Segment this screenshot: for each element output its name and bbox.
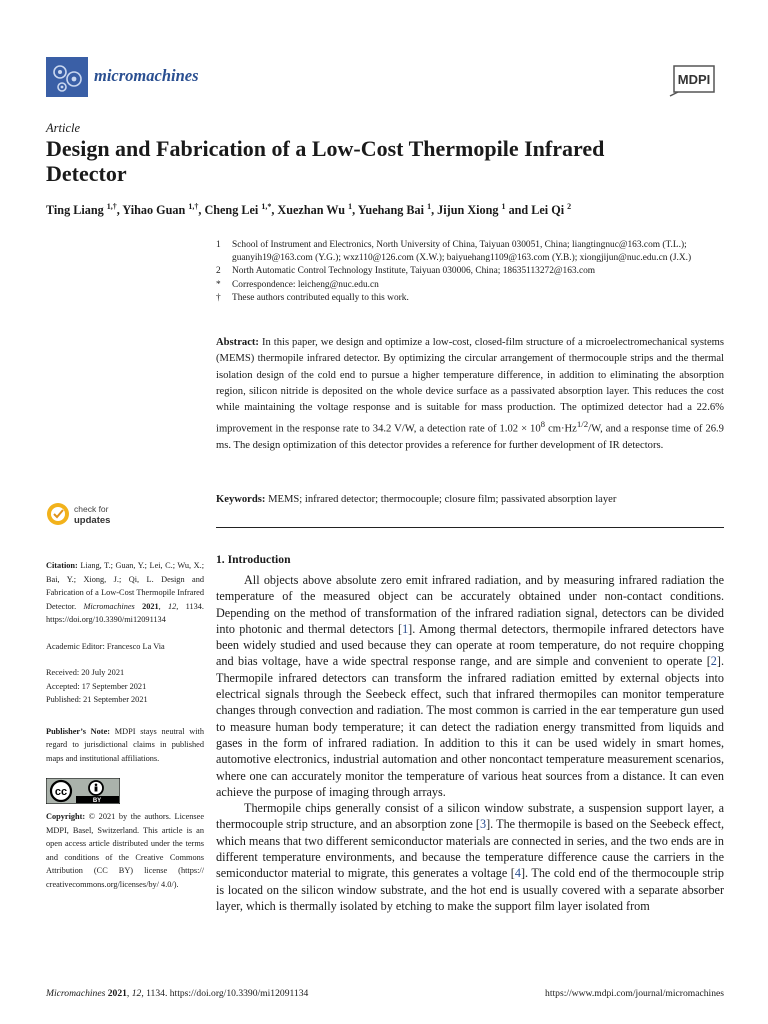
paragraph-text: ]. Thermopile infrared detectors can transform the infrared radiation emitted by external objects into electrical signals through the Seebeck effect, such that infrared thermopiles can monitor temperature changes through convection and radiation. The most common is carried in the ear temperature gun used to measure human body temperature; it can detect the radiation energy transmitted from liquids and gases in the form of infrared radiation. In addition to this it can be used widely in smart homes, automotive electronics, industrial automation and other noncontact temperature measurement scenarios, where one can accurately monitor the temperature of various heat sources from a distance. It can even achieve the purpose of imaging through arrays.: [216, 654, 724, 799]
author-affiliation-mark: 1: [348, 202, 353, 211]
author-name: Cheng Lei: [204, 203, 259, 218]
author-name: Yihao Guan: [122, 203, 186, 218]
academic-editor: Academic Editor: Francesco La Via: [46, 641, 165, 651]
footer-volume: 12: [131, 988, 142, 999]
publisher-note-label: Publisher’s Note:: [46, 726, 111, 736]
paragraph-text: ]. The cold end of the thermocouple strip is located on the silicon window substrate, and the hot end is usually covered with a separate absorber layer, which is thermally isolated by etching to make the support film layer isolated from: [216, 866, 724, 913]
affiliation-item: [216, 292, 716, 305]
affiliation-item: [216, 265, 716, 278]
abstract-text: In this paper, we design and optimize a low-cost, closed-film structure of a microelectromechanical systems (MEMS) thermopile infrared detector. By optimizing the circular arrangement of thermocouple strips and the thermal isolation design of the cold end to pursue a higher temperature difference, in addition to eliminating the absorption region, silicon nitride is deposited on the whole device surface as a passivated absorption layer. This reduces the cost while maintaining the voltage response and is suitable for mass production. The optimized detector had a 22.6% improvement in the response rate to 34.2 V/W, a detection rate of 1.02 × 10: [216, 337, 725, 436]
received-date: Received: 20 July 2021: [46, 668, 125, 677]
body-text: [216, 572, 724, 914]
publication-dates: [46, 666, 204, 707]
abstract-text: cm·Hz: [545, 424, 577, 436]
journal-name: micromachines: [94, 66, 199, 85]
authors-conjunction: and: [508, 203, 529, 218]
cc-by-license-icon[interactable]: [46, 778, 120, 804]
affiliation-mark: *: [216, 279, 221, 290]
article-title: Design and Fabrication of a Low-Cost Thermopile Infrared Detector: [46, 136, 605, 186]
check-for-updates-icon: [47, 503, 69, 525]
footer-journal: Micromachines: [46, 988, 106, 999]
affiliation-text: Correspondence: leicheng@nuc.edu.cn: [232, 279, 379, 290]
publisher-note-text: MDPI stays neutral with regard to jurisdictional claims in published maps and institutional affiliations.: [46, 726, 204, 763]
paragraph-text: ]. Among thermal detectors, thermopile infrared detectors have been widely studied and used because they can operate at room temperature, do not require chopping and bias voltage, have a wide spectral response range, and are simple and convenient to operate [: [216, 621, 724, 669]
citation-link[interactable]: 3: [480, 817, 487, 832]
abstract: [216, 335, 724, 455]
abstract-label: Abstract:: [216, 337, 259, 348]
author-name: Lei Qi: [531, 203, 565, 218]
check-for-updates-line1: check for: [74, 504, 109, 514]
section-divider: [216, 527, 724, 528]
author-affiliation-mark: 1: [427, 202, 432, 211]
paragraph: [216, 800, 724, 914]
affiliation-mark: 2: [216, 266, 221, 277]
citation: Citation: Liang, T.; Guan, Y.; Lei, C.; Wu, X.; Bai, Y.; Xiong, J.; Qi, L. Design and Fabrication of a Low-Cost Thermopile Infrared Detector. Micromachines 2021, 12, 1134. https://doi.org/10.3390/mi12091134: [46, 561, 205, 624]
author-name: Ting Liang: [46, 203, 104, 218]
citation-link[interactable]: 1: [402, 621, 409, 636]
author-list: Ting Liang $^{1,\dagger}$, Yihao Guan $^{1,\dagger}$, Cheng Lei $^{1,*}$, Xuezhan Wu $^1$, Yuehang Bai $^1$, Jijun Xiong $^1$ and Lei Qi $^2$: [46, 202, 572, 218]
published-date: Published: 21 September 2021: [46, 695, 148, 704]
paragraph-text: Thermopile chips generally consist of a silicon window substrate, a suspension support layer, a thermocouple strip structure, and an absorption zone [: [216, 801, 724, 832]
footer-citation: Micromachines 2021, 12, 1134. https://doi.org/10.3390/mi12091134: [46, 988, 309, 999]
author-affiliation-mark: 1,†: [106, 202, 117, 211]
citation-text: Liang, T.; Guan, Y.; Lei, C.; Wu, X.; Bai, Y.; Xiong, J.; Qi, L. Design and Fabrication of a Low-Cost Thermopile Infrared Detector.: [46, 561, 205, 611]
citation-journal: Micromachines: [83, 601, 135, 611]
author-affiliation-mark: 2: [567, 202, 572, 211]
affiliations: [216, 239, 716, 305]
affiliation-mark: 1: [216, 240, 221, 250]
journal-logo-icon: [46, 57, 88, 97]
citation-label: Citation:: [46, 561, 78, 570]
affiliation-text: These authors contributed equally to this work.: [232, 292, 409, 303]
affiliation-text: North Automatic Control Technology Institute, Taiyuan 030006, China; 18635113272@163.com: [232, 266, 596, 277]
publisher-note: [46, 725, 204, 766]
keywords-label: Keywords:: [216, 494, 266, 505]
footer-journal-url[interactable]: https://www.mdpi.com/journal/micromachines: [545, 988, 724, 999]
cc-label: cc: [54, 786, 68, 798]
author-name: Xuezhan Wu: [277, 203, 346, 218]
check-for-updates-line2: updates: [74, 515, 111, 526]
abstract-text: /W, and a response time of 26.9 ms. The design optimization of this detector provides a reference for further development of IR detectors.: [216, 424, 724, 452]
paragraph: [216, 572, 724, 800]
section-heading: 1. Introduction: [216, 553, 291, 566]
footer-year: 2021: [107, 988, 127, 999]
affiliation-item: [216, 279, 716, 292]
abstract-exponent: 8: [540, 419, 546, 430]
mdpi-logo-icon: [664, 62, 724, 100]
cc-by-label: BY: [92, 798, 102, 804]
affiliation-item: [216, 239, 716, 265]
footer-doi[interactable]: , 1134. https://doi.org/10.3390/mi12091134: [141, 988, 309, 999]
abstract-exponent: 1/2: [576, 419, 589, 430]
citation-link[interactable]: 2: [710, 654, 717, 669]
article-type: Article: [46, 121, 81, 135]
author-name: Yuehang Bai: [357, 203, 425, 218]
citation-link[interactable]: 4: [514, 866, 521, 881]
citation-year: 2021: [142, 601, 159, 611]
article-sidebar: [46, 559, 204, 904]
keywords-text: MEMS; infrared detector; thermocouple; closure film; passivated absorption layer: [268, 494, 617, 505]
check-for-updates-button[interactable]: [46, 501, 176, 527]
keywords: [216, 492, 724, 508]
author-name: Jijun Xiong: [437, 203, 499, 218]
copyright: [46, 810, 204, 891]
citation-doi[interactable]: , 1134. https://doi.org/10.3390/mi12091134: [46, 601, 205, 624]
copyright-label: Copyright:: [46, 812, 86, 821]
copyright-text: © 2021 by the authors. Licensee MDPI, Basel, Switzerland. This article is an open access article distributed under the terms and conditions of the Creative Commons Attribution (CC BY) license (https:// creativecommons.org/licenses/by/ 4.0/).: [46, 812, 205, 889]
affiliation-text: School of Instrument and Electronics, North University of China, Taiyuan 030051, China; liangtingnuc@163.com (T.L.); guanyih19@163.com (Y.G.); wxz110@126.com (X.W.); baiyuehang1109@163.com (Y.B.); xiongjijun@nuc.edu.cn (J.X.): [232, 240, 692, 264]
paragraph-text: All objects above absolute zero emit infrared radiation, and by measuring infrared radiation the temperature of the measured object can be accurately obtained under non-contact conditions. Depending on the method of transformation of the infrared radiation signal, detectors can be divided into photonic and thermal detectors [: [216, 573, 724, 636]
accepted-date: Accepted: 17 September 2021: [46, 681, 147, 691]
citation-volume: 12: [168, 601, 177, 611]
author-affiliation-mark: 1,*: [261, 202, 272, 211]
author-affiliation-mark: 1: [501, 202, 506, 211]
publisher-name: MDPI: [677, 72, 711, 87]
paragraph-text: ]. The thermopile is based on the Seebeck effect, which means that two different semiconductor materials are connected in series, and the two ends are in different temperature environments, and because the temperature difference cause the carriers in the semiconductor material to migrate, this generates a voltage [: [216, 817, 724, 881]
affiliation-mark: †: [216, 292, 221, 303]
author-affiliation-mark: 1,†: [188, 202, 199, 211]
